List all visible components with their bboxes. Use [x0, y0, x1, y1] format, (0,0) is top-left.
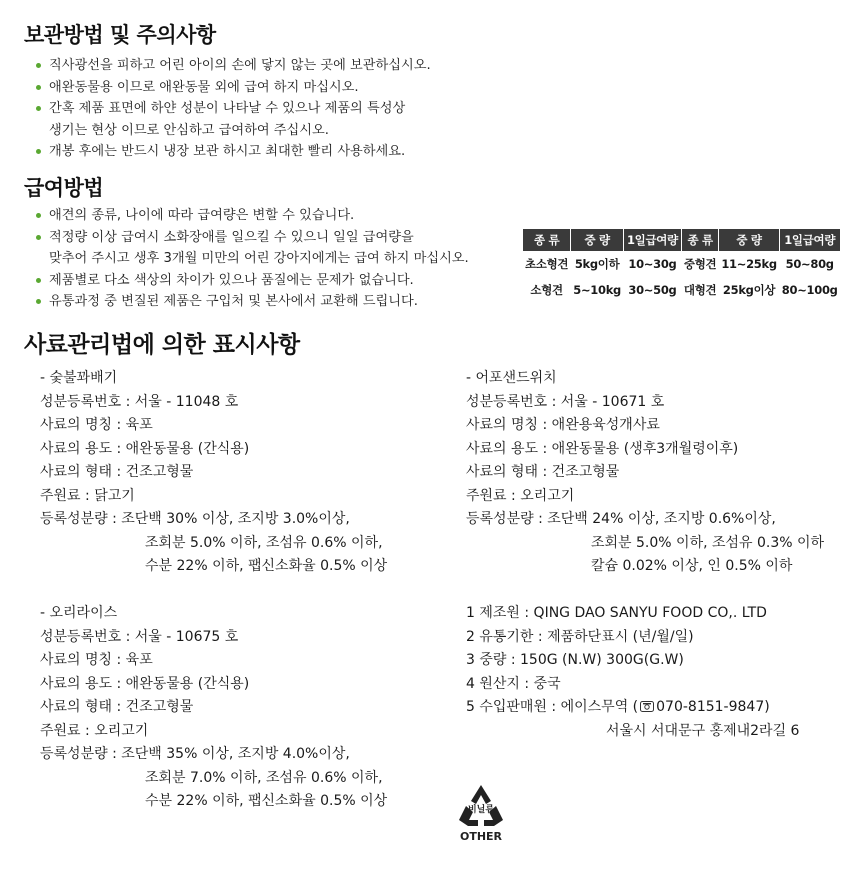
feed-name: 사료의 명칭 : 애완용육성개사료: [466, 417, 660, 433]
bullet-icon: [36, 106, 41, 111]
registration-number: 성분등록번호 : 서울 - 10671 호: [466, 393, 665, 410]
table-header: 중 량: [571, 229, 623, 251]
bullet-icon: [36, 278, 41, 283]
feed-name: 사료의 명칭 : 육포: [40, 652, 153, 668]
list-item: 적정량 이상 급여시 소화장애를 일으킬 수 있으니 일일 급여량을 맞추어 주시고 생후 3개월 미만의 어린 강아지에게는 급여 하지 마십시오.: [36, 227, 469, 270]
importer: 5 수입판매원 : 에이스무역 ( 070-8151-9847): [466, 699, 770, 715]
bullet-icon: [36, 299, 41, 304]
table-cell: 중형견: [683, 257, 717, 271]
product-name: - 숯불꽈배기: [40, 370, 118, 386]
feed-form: 사료의 형태 : 건조고형물: [40, 464, 194, 480]
phone-icon: [640, 701, 654, 712]
table-header: 1일급여량: [624, 229, 681, 251]
product-block-3: [40, 602, 387, 814]
feeding-title: 급여방법: [24, 176, 104, 200]
table-cell: 소형견: [530, 283, 563, 297]
feed-form: 사료의 형태 : 건조고형물: [40, 699, 194, 715]
table-cell: 초소형견: [525, 257, 569, 271]
feed-usage: 사료의 용도 : 애완동물용 (생후3개월령이후): [466, 440, 739, 457]
list-item: 유통과정 중 변질된 제품은 구입처 및 본사에서 교환해 드립니다.: [36, 291, 469, 313]
composition-line: 조회분 5.0% 이하, 조섬유 0.3% 이하: [591, 534, 825, 551]
registration-number: 성분등록번호 : 서울 - 10675 호: [40, 628, 239, 645]
table-cell: 10~30g: [628, 257, 677, 271]
table-header: 종 류: [523, 229, 570, 251]
composition-line: 칼슘 0.02% 이상, 인 0.5% 이하: [591, 558, 793, 574]
table-cell: 25kg이상: [722, 283, 776, 297]
recycle-mark: [456, 782, 506, 844]
table-row: [523, 277, 840, 303]
table-cell: 대형견: [683, 283, 717, 297]
feed-usage: 사료의 용도 : 애완동물용 (간식용): [40, 440, 250, 457]
table-header: 1일급여량: [780, 229, 840, 251]
table-header: 중 량: [719, 229, 778, 251]
composition-line: 수분 22% 이하, 팹신소화율 0.5% 이상: [145, 558, 388, 574]
table-cell: 80~100g: [781, 283, 838, 297]
table-cell: 11~25kg: [721, 257, 777, 271]
composition-line: 수분 22% 이하, 팹신소화율 0.5% 이상: [145, 793, 388, 809]
expiry-date: 2 유통기한 : 제품하단표시 (년/월/일): [466, 628, 694, 645]
feeding-table: [522, 229, 841, 303]
recycle-icon: [456, 782, 506, 830]
feed-name: 사료의 명칭 : 육포: [40, 417, 153, 433]
list-item: 애견의 종류, 나이에 따라 급여량은 변할 수 있습니다.: [36, 205, 469, 227]
table-cell: 50~80g: [785, 257, 834, 271]
product-name: - 어포샌드위치: [466, 370, 557, 386]
bullet-icon: [36, 63, 41, 68]
label-title: 사료관리법에 의한 표시사항: [24, 332, 300, 358]
list-item: 애완동물용 이므로 애완동물 외에 급여 하지 마십시오.: [36, 77, 431, 99]
storage-list: [36, 55, 431, 163]
table-cell: 5kg이하: [574, 257, 620, 271]
feed-usage: 사료의 용도 : 애완동물용 (간식용): [40, 675, 250, 692]
feeding-list: [36, 205, 469, 313]
list-item: 개봉 후에는 반드시 냉장 보관 하시고 최대한 빨리 사용하세요.: [36, 141, 431, 163]
recycle-label: OTHER: [459, 830, 503, 843]
importer-address: 서울시 서대문구 홍제내2라길 6: [606, 722, 800, 739]
composition-line: 조회분 5.0% 이하, 조섬유 0.6% 이하,: [145, 534, 383, 551]
feed-form: 사료의 형태 : 건조고형물: [466, 464, 620, 480]
main-material: 주원료 : 오리고기: [40, 722, 149, 739]
bullet-icon: [36, 213, 41, 218]
composition-line: 조회분 7.0% 이하, 조섬유 0.6% 이하,: [145, 769, 383, 786]
table-cell: 30~50g: [628, 283, 677, 297]
bullet-icon: [36, 149, 41, 154]
table-cell: 5~10kg: [573, 283, 621, 297]
manufacturer: 1 제조원 : QING DAO SANYU FOOD CO,. LTD: [466, 605, 767, 621]
product-block-2: [466, 367, 824, 579]
table-row: [523, 251, 840, 277]
list-item: 직사광선을 피하고 어린 아이의 손에 닿지 않는 곳에 보관하십시오.: [36, 55, 431, 77]
registration-number: 성분등록번호 : 서울 - 11048 호: [40, 393, 239, 410]
table-header: 종 류: [682, 229, 718, 251]
recycle-mark-text: 비닐류: [467, 805, 495, 815]
storage-title: 보관방법 및 주의사항: [24, 23, 216, 47]
composition-line: 등록성분량 : 조단백 24% 이상, 조지방 0.6%이상,: [466, 511, 776, 527]
net-weight: 3 중량 : 150G (N.W) 300G(G.W): [466, 652, 684, 668]
main-material: 주원료 : 오리고기: [466, 487, 575, 504]
table-header-row: [523, 229, 840, 251]
origin: 4 원산지 : 중국: [466, 675, 561, 692]
product-info-block: [466, 602, 799, 743]
composition-line: 등록성분량 : 조단백 30% 이상, 조지방 3.0%이상,: [40, 511, 350, 527]
product-name: - 오리라이스: [40, 605, 118, 621]
list-item: 제품별로 다소 색상의 차이가 있으나 품질에는 문제가 없습니다.: [36, 270, 469, 292]
bullet-icon: [36, 235, 41, 240]
main-material: 주원료 : 닭고기: [40, 487, 135, 504]
list-item: 간혹 제품 표면에 하얀 성분이 나타날 수 있으나 제품의 특성상 생기는 현상 이므로 안심하고 급여하여 주십시오.: [36, 98, 431, 141]
composition-line: 등록성분량 : 조단백 35% 이상, 조지방 4.0%이상,: [40, 746, 350, 762]
product-block-1: [40, 367, 387, 579]
bullet-icon: [36, 85, 41, 90]
